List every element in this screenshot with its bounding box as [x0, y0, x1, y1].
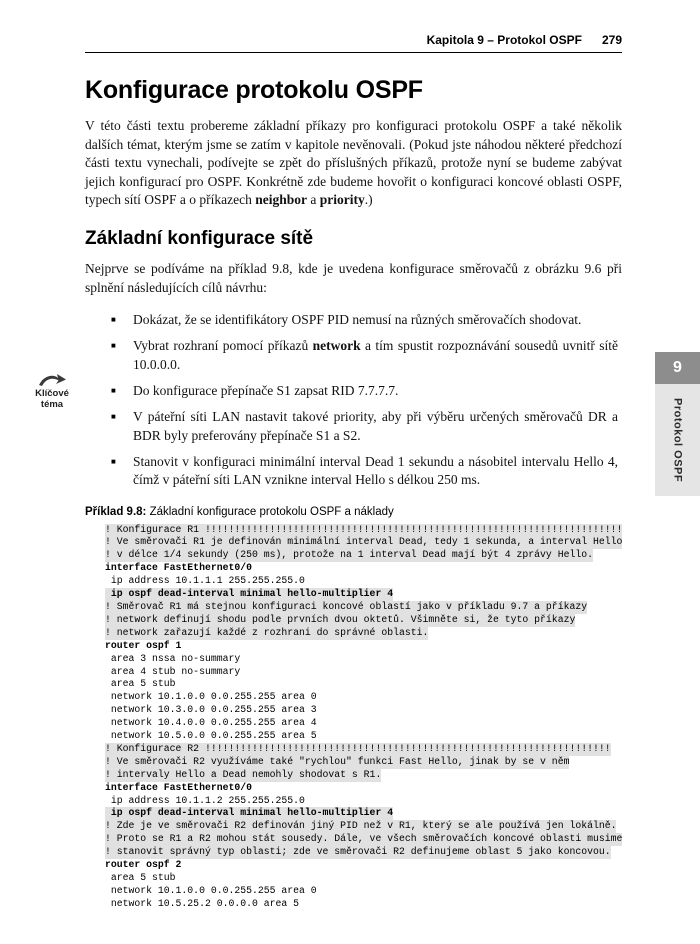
- intro-bold-neighbor: neighbor: [255, 192, 307, 208]
- list-item: [85, 453, 622, 490]
- key-topic-badge: [24, 372, 80, 411]
- key-topic-arrow-icon: [37, 372, 67, 387]
- code-line: ! Zde je ve směrovači R2 definován jiný PID než v R1, který se ale používá jen lokálně.: [105, 820, 617, 832]
- intro-seg: a: [307, 192, 320, 208]
- bullet-seg: Dokázat, že se identifikátory OSPF PID nemusí na různých směrovačích shodovat.: [133, 312, 582, 328]
- chapter-tab-strip: [655, 384, 700, 496]
- code-line: ! Konfigurace R2 !!!!!!!!!!!!!!!!!!!!!!!!!!!!!!!!!!!!!!!!!!!!!!!!!!!!!!!!!!!!!!!!!!!!!: [105, 742, 611, 754]
- list-item: [85, 408, 622, 445]
- bullet-text: [133, 408, 622, 445]
- section-lead: Nejprve se podíváme na příklad 9.8, kde je uvedena konfigurace směrovačů z obrázku 9.6 při splnění následujících cílů návrhu:: [85, 260, 622, 295]
- page-title: Konfigurace protokolu OSPF: [85, 76, 423, 104]
- intro-seg: .): [364, 192, 373, 208]
- code-line: ! Směrovač R1 má stejnou konfiguraci koncové oblastí jako v příkladu 9.7 a příkazy: [105, 600, 588, 612]
- code-line: ip ospf dead-interval minimal hello-multiplier 4: [105, 588, 394, 600]
- code-line: ! network zařazují každé z rozhrani do správné oblasti.: [105, 626, 429, 638]
- section-heading: Základní konfigurace sítě: [85, 227, 314, 249]
- code-line: ! intervaly Hello a Dead nemohly shodovat s R1.: [105, 768, 382, 780]
- listing-caption: [85, 506, 622, 518]
- bullet-square-icon: ■: [111, 412, 116, 422]
- page-header: [85, 33, 622, 47]
- list-item: [85, 337, 622, 374]
- code-line: interface FastEthernet0/0: [105, 562, 252, 574]
- bullet-seg: Stanovit v konfiguraci minimální interval Dead 1 sekundu a násobitel intervalu Hello 4, čímž v páteřní síti LAN vznikne interval Hello s délkou 250 ms.: [133, 453, 618, 488]
- code-line: router ospf 1: [105, 639, 182, 651]
- code-line: area 3 nssa no-summary: [105, 652, 241, 664]
- header-rule: [85, 52, 622, 53]
- key-topic-label-line1: Klíčové: [35, 388, 69, 399]
- code-line: ! network definují shodu podle prvních dvou oktetů. Všimněte si, že tyto příkazy: [105, 613, 576, 625]
- listing-caption-text: Základní konfigurace protokolu OSPF a náklady: [146, 505, 394, 518]
- list-item: [85, 311, 622, 329]
- code-line: ip ospf dead-interval minimal hello-multiplier 4: [105, 807, 394, 819]
- bullet-text: [133, 337, 622, 374]
- bullet-square-icon: ■: [111, 341, 116, 351]
- bullet-square-icon: ■: [111, 315, 116, 325]
- bullet-square-icon: ■: [111, 386, 116, 396]
- code-line: network 10.5.0.0 0.0.255.255 area 5: [105, 730, 317, 742]
- chapter-tab-number: 9: [655, 352, 700, 384]
- intro-paragraph: [85, 117, 622, 210]
- code-line: network 10.1.0.0 0.0.255.255 area 0: [105, 884, 317, 896]
- intro-seg: V této části textu probereme základní příkazy pro konfiguraci protokolu OSPF a také několik dalších témat, kterým jsme se zatím v kapitole nevěnovali. (Pokud jste náhodou některé předchozí části textu vynechali, podívejte se zpět do příslušných příkazů, protože nyní se budeme zabývat jejich konfigurací pro OSPF. Konkrétně zde budeme hovořit o konfiguraci koncové oblasti OSPF, typech sítí OSPF a o příkazech: [85, 118, 622, 208]
- code-line: network 10.1.0.0 0.0.255.255 area 0: [105, 691, 317, 703]
- chapter-tab-label: Protokol OSPF: [671, 397, 684, 483]
- code-listing: [105, 524, 632, 911]
- chapter-title: Kapitola 9 – Protokol OSPF: [426, 33, 582, 47]
- code-line: network 10.5.25.2 0.0.0.0 area 5: [105, 897, 300, 909]
- code-line: ! Ve směrovači R2 využíváme také "rychlou" funkci Fast Hello, jinak by se v něm: [105, 755, 570, 767]
- bullet-text: [133, 382, 622, 400]
- code-line: network 10.3.0.0 0.0.255.255 area 3: [105, 704, 317, 716]
- code-line: ! Ve směrovači R1 je definován minimální interval Dead, tedy 1 sekunda, a interval Hello: [105, 536, 623, 548]
- code-line: ! Proto se R1 a R2 mohou stát sousedy. Dále, ve všech směrovačích koncové oblasti musime: [105, 833, 623, 845]
- code-line: network 10.4.0.0 0.0.255.255 area 4: [105, 717, 317, 729]
- code-line: ip address 10.1.1.1 255.255.255.0: [105, 575, 305, 587]
- listing-caption-label: Příklad 9.8:: [85, 505, 147, 518]
- code-line: area 5 stub: [105, 678, 176, 690]
- bullet-seg: Vybrat rozhraní pomocí příkazů: [133, 338, 313, 354]
- bullet-bold-network: network: [312, 338, 361, 354]
- code-line: ! stanovit správný typ oblasti; zde ve směrovači R2 definujeme oblast 5 jako koncovou.: [105, 846, 611, 858]
- code-line: router ospf 2: [105, 859, 182, 871]
- code-line: interface FastEthernet0/0: [105, 781, 252, 793]
- code-line: ip address 10.1.1.2 255.255.255.0: [105, 794, 305, 806]
- bullet-seg: a tím spustit rozpoznávání sousedů uvnitř sítě 10.0.0.0.: [133, 338, 618, 372]
- bullet-square-icon: ■: [111, 456, 116, 466]
- page-content: [85, 76, 622, 911]
- code-line: area 4 stub no-summary: [105, 665, 241, 677]
- code-line: ! v délce 1/4 sekundy (250 ms), protože na 1 interval Dead mají být 4 zprávy Hello.: [105, 549, 593, 561]
- bullet-seg: V páteřní síti LAN nastavit takové priority, aby při výběru určených směrovačů DR a BDR byly preferovány přepínače S1 a S2.: [133, 409, 618, 443]
- list-item: [85, 382, 622, 400]
- bullet-list: [85, 311, 622, 489]
- bullet-text: [133, 453, 622, 490]
- intro-bold-priority: priority: [319, 192, 365, 208]
- bullet-seg: Do konfigurace přepínače S1 zapsat RID 7.7.7.7.: [133, 383, 399, 399]
- key-topic-label-line2: téma: [40, 398, 64, 410]
- code-line: area 5 stub: [105, 872, 176, 883]
- page-number: 279: [601, 33, 622, 47]
- code-line: ! Konfigurace R1 !!!!!!!!!!!!!!!!!!!!!!!!!!!!!!!!!!!!!!!!!!!!!!!!!!!!!!!!!!!!!!!!!!!!!!!: [105, 523, 623, 535]
- bullet-text: [133, 311, 622, 329]
